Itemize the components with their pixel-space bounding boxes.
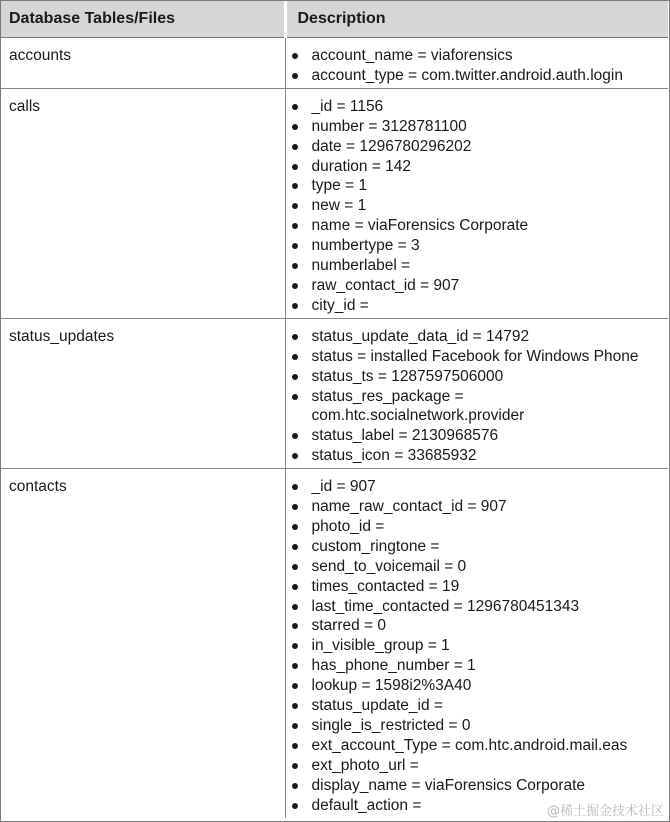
field-item: has_phone_number = 1 — [286, 656, 663, 676]
watermark: @稀土掘金技术社区 — [546, 804, 664, 819]
field-item: last_time_contacted = 1296780451343 — [286, 597, 663, 617]
field-item: status_update_id = — [286, 696, 663, 716]
table-row — [1, 88, 668, 318]
field-item: duration = 142 — [286, 157, 663, 177]
field-item: lookup = 1598i2%3A40 — [286, 676, 663, 696]
table-name-cell: accounts — [1, 38, 285, 89]
field-item: status_res_package = com.htc.socialnetwork.provider — [286, 387, 663, 427]
field-list — [286, 46, 663, 88]
field-item: name_raw_contact_id = 907 — [286, 497, 663, 517]
field-list — [286, 97, 663, 318]
field-item: type = 1 — [286, 176, 663, 196]
field-item: ext_photo_url = — [286, 756, 663, 776]
table-name-cell: calls — [1, 88, 285, 318]
field-item: numberlabel = — [286, 256, 663, 276]
field-item: new = 1 — [286, 196, 663, 216]
header-description: Description — [285, 1, 668, 38]
field-item: numbertype = 3 — [286, 236, 663, 256]
description-cell — [285, 38, 668, 89]
field-item: display_name = viaForensics Corporate — [286, 776, 663, 796]
field-item: _id = 907 — [286, 477, 663, 497]
field-item: ext_account_Type = com.htc.android.mail.eas — [286, 736, 663, 756]
table-row — [1, 469, 668, 818]
description-cell — [285, 318, 668, 468]
field-item: starred = 0 — [286, 616, 663, 636]
header-tables-files: Database Tables/Files — [1, 1, 285, 38]
description-cell — [285, 469, 668, 818]
field-item: status = installed Facebook for Windows Phone — [286, 347, 663, 367]
table-body — [1, 38, 668, 818]
field-item: raw_contact_id = 907 — [286, 276, 663, 296]
table-name-cell: status_updates — [1, 318, 285, 468]
field-item: name = viaForensics Corporate — [286, 216, 663, 236]
field-item: number = 3128781100 — [286, 117, 663, 137]
field-item: status_label = 2130968576 — [286, 426, 663, 446]
field-item: photo_id = — [286, 517, 663, 537]
field-item: send_to_voicemail = 0 — [286, 557, 663, 577]
table-row — [1, 38, 668, 89]
field-list — [286, 327, 663, 468]
database-table — [1, 1, 668, 818]
field-item: in_visible_group = 1 — [286, 636, 663, 656]
field-item: status_update_data_id = 14792 — [286, 327, 663, 347]
field-item: account_name = viaforensics — [286, 46, 663, 66]
field-item: status_icon = 33685932 — [286, 446, 663, 466]
field-item: default_action = — [286, 796, 663, 816]
table-name-cell: contacts — [1, 469, 285, 818]
header-row — [1, 1, 668, 38]
field-item: custom_ringtone = — [286, 537, 663, 557]
description-cell — [285, 88, 668, 318]
field-item: _id = 1156 — [286, 97, 663, 117]
field-item: times_contacted = 19 — [286, 577, 663, 597]
field-list — [286, 477, 663, 817]
field-item: city_id = — [286, 296, 663, 316]
field-item: single_is_restricted = 0 — [286, 716, 663, 736]
field-item: date = 1296780296202 — [286, 137, 663, 157]
table-row — [1, 318, 668, 468]
field-item: status_ts = 1287597506000 — [286, 367, 663, 387]
field-item: account_type = com.twitter.android.auth.login — [286, 66, 663, 86]
